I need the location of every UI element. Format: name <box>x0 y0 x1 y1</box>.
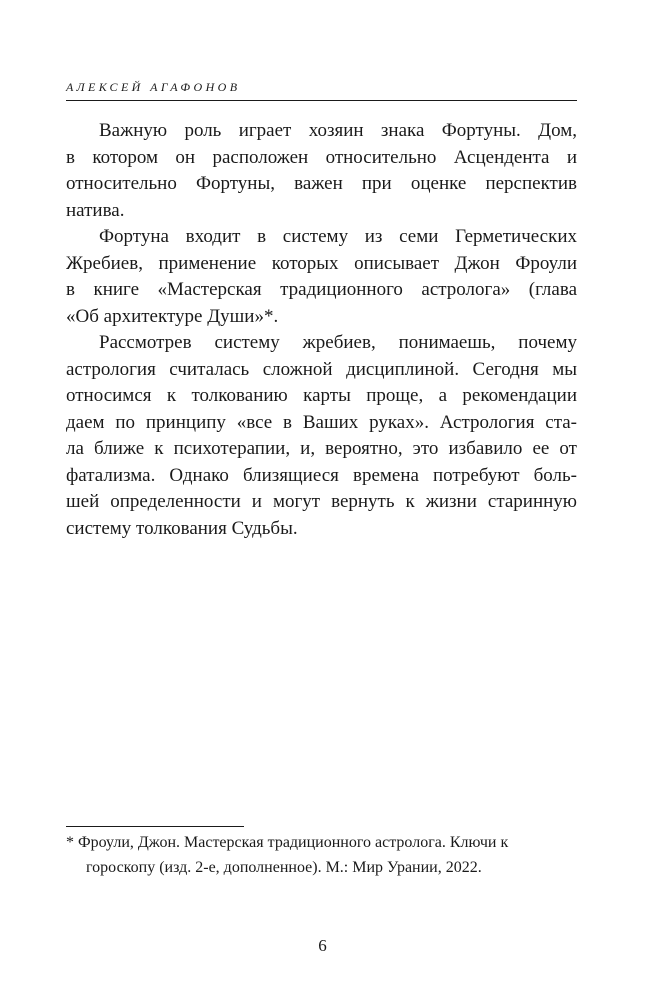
text-line: в книге «Мастерская традиционного астролога» (глава <box>66 279 577 300</box>
footnote-divider <box>66 826 244 827</box>
text-line: фатализма. Однако близящиеся времена потребуют боль- <box>66 464 577 486</box>
text-line: Важную роль играет хозяин знака Фортуны. Дом, <box>99 120 577 141</box>
running-head <box>66 78 577 101</box>
footnote-line: гороскопу (изд. 2-е, дополненное). М.: Мир Урании, 2022. <box>86 859 482 876</box>
body-text <box>66 118 577 542</box>
footnote-line: * Фроули, Джон. Мастерская традиционного астролога. Ключи к <box>66 834 509 851</box>
text-line: Рассмотрев систему жребиев, понимаешь, почему <box>99 332 577 353</box>
text-line: шей определенности и могут вернуть к жизни старинную <box>66 491 577 512</box>
footnote <box>66 830 546 880</box>
text-line: Жребиев, применение которых описывает Джон Фроули <box>66 252 577 274</box>
text-line: ла ближе к психотерапии, и, вероятно, это избавило ее от <box>66 438 577 459</box>
text-line: «Об архитектуре Души»*. <box>66 305 279 327</box>
text-line: относительно Фортуны, важен при оценке перспектив <box>66 173 577 194</box>
text-line: систему толкования Судьбы. <box>66 517 298 539</box>
text-line: в котором он расположен относительно Асцендента и <box>66 146 577 168</box>
text-line: астрология считалась сложной дисциплиной. Сегодня мы <box>66 358 577 380</box>
text-line: Фортуна входит в систему из семи Герметических <box>99 226 577 247</box>
text-line: относимся к толкованию карты проще, а рекомендации <box>66 385 577 406</box>
text-line: даем по принципу «все в Ваших руках». Астрология ста- <box>66 411 577 433</box>
author-name: АЛЕКСЕЙ АГАФОНОВ <box>66 80 241 94</box>
page-number: 6 <box>318 936 327 955</box>
text-line: натива. <box>66 199 125 221</box>
